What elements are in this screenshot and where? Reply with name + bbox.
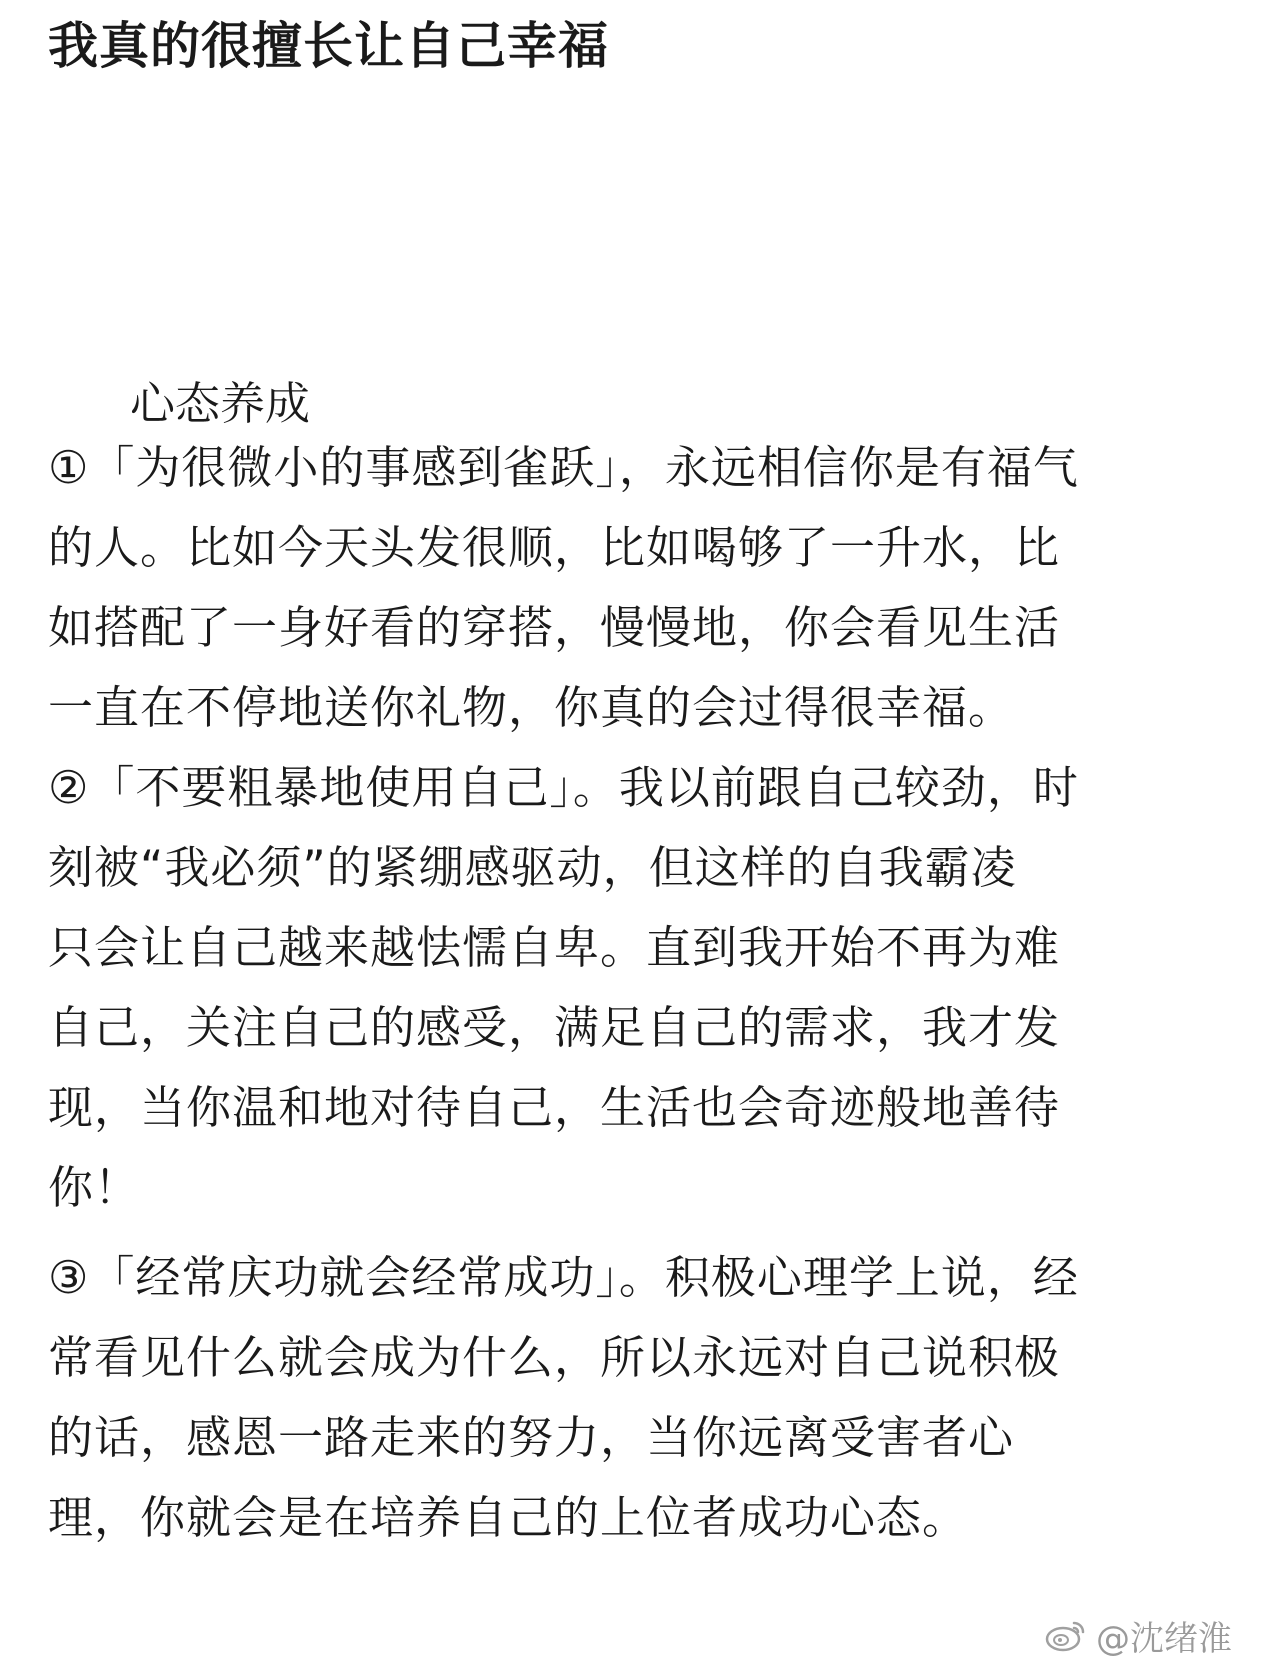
body-line: 的话，感恩一路走来的努力，当你远离受害者心 — [48, 1411, 1015, 1464]
body-line: 自己，关注自己的感受，满足自己的需求，我才发 — [48, 1001, 1061, 1054]
post-title: 我真的很擅长让自己幸福 — [48, 17, 609, 75]
body-line: 你！ — [48, 1161, 141, 1214]
body-line: ③「经常庆功就会经常成功」。积极心理学上说，经 — [48, 1251, 1079, 1304]
body-line: 只会让自己越来越怯懦自卑。直到我开始不再为难 — [48, 921, 1061, 974]
body-line: 理，你就会是在培养自己的上位者成功心态。 — [48, 1491, 969, 1544]
body-line: 现，当你温和地对待自己，生活也会奇迹般地善待 — [48, 1081, 1061, 1134]
body-line: 刻被“我必须”的紧绷感驱动，但这样的自我霸凌 — [48, 841, 1017, 894]
weibo-logo-icon — [1044, 1617, 1088, 1653]
watermark — [1044, 1610, 1232, 1660]
body-line: ②「不要粗暴地使用自己」。我以前跟自己较劲，时 — [48, 761, 1079, 814]
body-line: 常看见什么就会成为什么，所以永远对自己说积极 — [48, 1331, 1061, 1384]
body-line: ①「为很微小的事感到雀跃」，永远相信你是有福气 — [48, 441, 1079, 494]
body-line: 一直在不停地送你礼物，你真的会过得很幸福。 — [48, 681, 1015, 734]
body-line: 的人。比如今天头发很顺，比如喝够了一升水，比 — [48, 521, 1061, 574]
section-heading: 心态养成 — [130, 377, 311, 430]
body-line: 如搭配了一身好看的穿搭，慢慢地，你会看见生活 — [48, 601, 1061, 654]
watermark-text: @沈绪淮 — [1096, 1618, 1232, 1659]
